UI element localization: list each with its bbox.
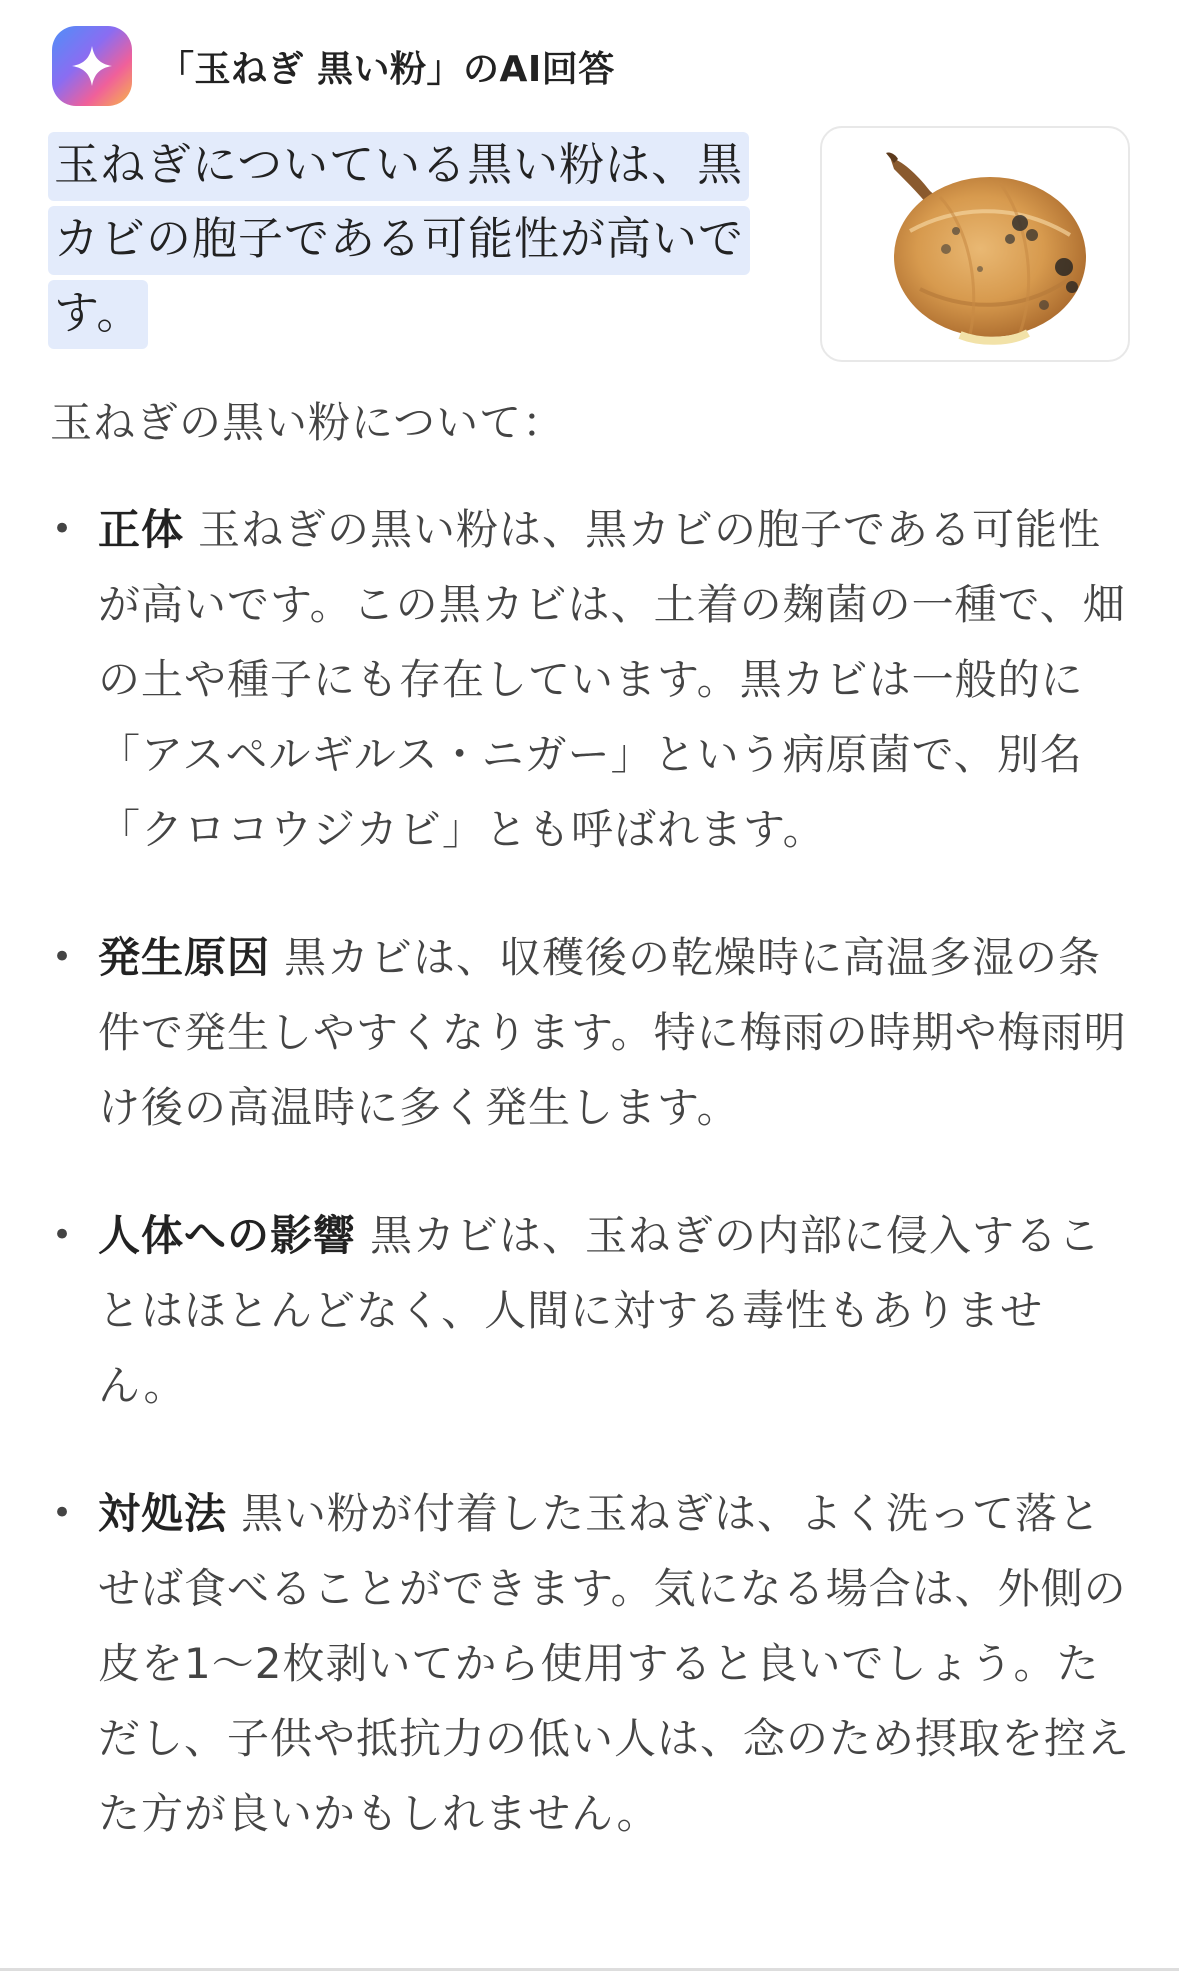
item-label: 発生原因 (98, 933, 271, 982)
item-label: 人体への影響 (98, 1211, 357, 1260)
bullet: • (52, 1215, 74, 1255)
list-item (50, 492, 1130, 867)
ai-answer-header (52, 26, 615, 106)
item-label: 正体 (98, 505, 185, 554)
bullet: • (52, 509, 74, 549)
item-text: 黒カビは、玉ねぎの内部に侵入することはほとんどなく、人間に対する毒性もありません。 (98, 1211, 1102, 1410)
bullet: • (52, 1493, 74, 1533)
list-item (50, 1476, 1130, 1851)
header-title: 「玉ねぎ 黒い粉」のAI回答 (158, 48, 615, 90)
list-item (50, 1198, 1130, 1423)
ai-sparkle-icon (52, 26, 132, 106)
answer-summary (48, 128, 778, 350)
item-text: 玉ねぎの黒い粉は、黒カビの胞子である可能性が高いです。この黒カビは、土着の麹菌の一種で、畑の土や種子にも存在しています。黒カビは一般的に「アスペルギルス・ニガー」という病原菌で、別名「クロコウジカビ」とも呼ばれます。 (98, 505, 1126, 854)
intro-text: 玉ねぎの黒い粉について： (50, 398, 566, 447)
detail-list (50, 492, 1130, 1904)
list-item (50, 920, 1130, 1145)
onion-image (850, 139, 1100, 349)
summary-highlight: 玉ねぎについている黒い粉は、黒カビの胞子である可能性が高いです。 (48, 132, 750, 349)
item-text: 黒カビは、収穫後の乾燥時に高温多湿の条件で発生しやすくなります。特に梅雨の時期や梅雨明け後の高温時に多く発生します。 (98, 933, 1127, 1132)
bullet: • (52, 937, 74, 977)
item-label: 対処法 (98, 1489, 228, 1538)
item-text: 黒い粉が付着した玉ねぎは、よく洗って落とせば食べることができます。気になる場合は、外側の皮を1〜2枚剥いてから使用すると良いでしょう。ただし、子供や抵抗力の低い人は、念のため摂取を控えた方が良いかもしれません。 (98, 1489, 1131, 1838)
onion-thumbnail[interactable] (820, 126, 1130, 362)
